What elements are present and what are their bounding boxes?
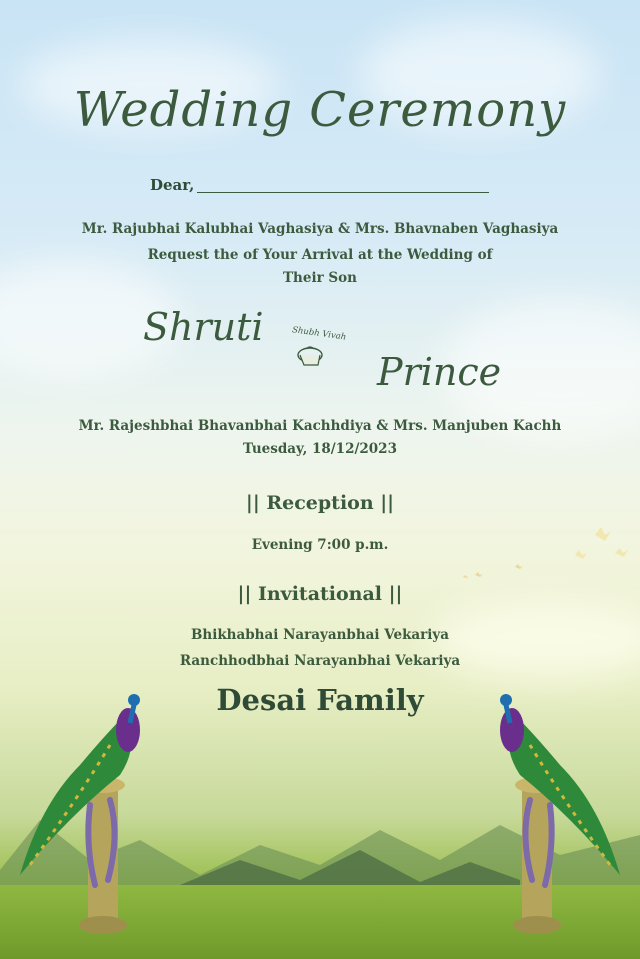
card-title: Wedding Ceremony bbox=[73, 82, 567, 138]
peacock-left-illustration bbox=[10, 685, 165, 945]
dear-label: Dear, bbox=[150, 176, 195, 194]
host-parents: Mr. Rajubhai Kalubhai Vaghasiya & Mrs. Bhavnaben Vaghasiya bbox=[81, 221, 559, 237]
reception-time: Evening 7:00 p.m. bbox=[251, 537, 389, 553]
guest-name-blank bbox=[197, 192, 489, 193]
emblem-text: Shubh Vivah bbox=[291, 325, 347, 343]
reception-heading: || Reception || bbox=[245, 492, 395, 514]
relation: Their Son bbox=[283, 270, 357, 286]
shubh-vivah-emblem-icon bbox=[290, 325, 355, 373]
birds-icon bbox=[455, 515, 635, 595]
peacock-right-illustration bbox=[475, 685, 630, 945]
wedding-date: Tuesday, 18/12/2023 bbox=[243, 441, 397, 457]
bride-name: Shruti bbox=[143, 305, 264, 349]
other-parents: Mr. Rajeshbhai Bhavanbhai Kachhdiya & Mrs. Manjuben Kachh bbox=[78, 418, 562, 434]
invitee-name: Bhikhabhai Narayanbhai Vekariya bbox=[190, 627, 450, 643]
invitational-heading: || Invitational || bbox=[237, 583, 403, 605]
invitee-name: Ranchhodbhai Narayanbhai Vekariya bbox=[179, 653, 461, 669]
family-name: Desai Family bbox=[216, 683, 424, 717]
request-line: Request the of Your Arrival at the Wedding of bbox=[147, 247, 493, 263]
groom-name: Prince bbox=[377, 350, 502, 394]
